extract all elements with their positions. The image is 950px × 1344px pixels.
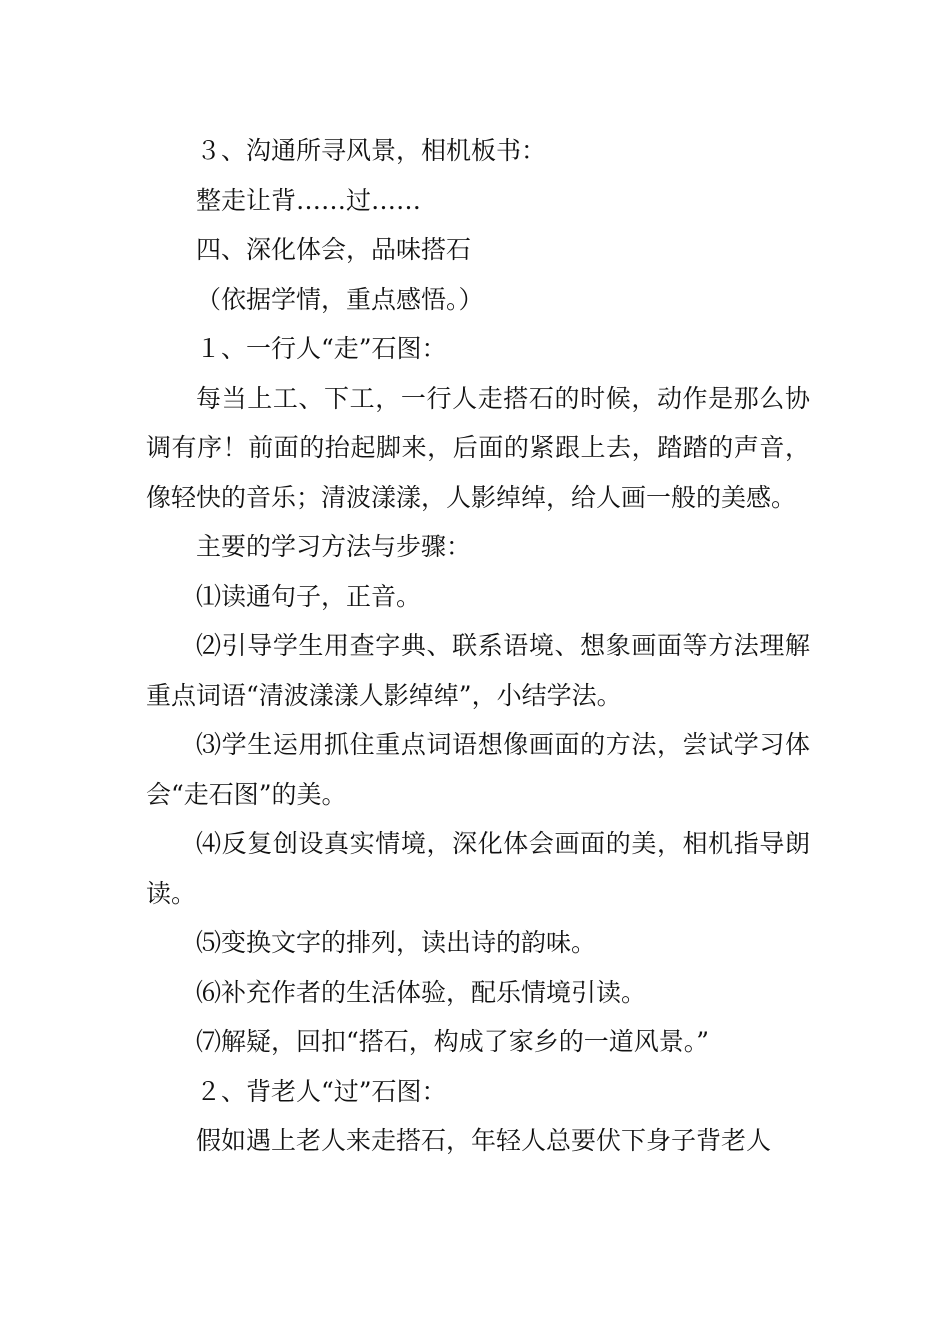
- paragraph-step-1: ⑴读通句子，正音。: [196, 581, 422, 611]
- paragraph-step-3: ⑶学生运用抓住重点词语想像画面的方法，尝试学习体会“走石图”的美。: [146, 730, 810, 809]
- document-body: [146, 126, 810, 1166]
- paragraph-step-5: ⑸变换文字的排列，读出诗的韵味。: [196, 928, 597, 957]
- paragraph-step-7: ⑺解疑，回扣“搭石，构成了家乡的一道风景。”: [196, 1027, 710, 1056]
- paragraph-step-4: ⑷反复创设真实情境，深化体会画面的美，相机指导朗读。: [146, 829, 810, 908]
- paragraph-passage-walk: 每当上工、下工，一行人走搭石的时候，动作是那么协调有序！前面的抬起脚来，后面的紧跟上去，踏踏的声音，像轻快的音乐；清波漾漾，人影绰绰，给人画一般的美感。: [146, 383, 810, 512]
- paragraph-step-6: ⑹补充作者的生活体验，配乐情境引读。: [196, 977, 647, 1007]
- paragraph-section-3: ３、沟通所寻风景，相机板书：: [196, 136, 547, 165]
- paragraph-board-writing: 整走让背……过……: [196, 185, 422, 215]
- paragraph-heading-4: 四、深化体会，品味搭石: [196, 235, 472, 264]
- paragraph-methods-title: 主要的学习方法与步骤：: [196, 532, 472, 561]
- paragraph-note: （依据学情，重点感悟。）: [196, 284, 484, 314]
- paragraph-passage-carry: 假如遇上老人来走搭石，年轻人总要伏下身子背老人: [196, 1126, 772, 1155]
- paragraph-subheading-2: ２、背老人“过”石图：: [196, 1076, 447, 1106]
- paragraph-step-2: ⑵引导学生用查字典、联系语境、想象画面等方法理解重点词语“清波漾漾人影绰绰”，小结学法。: [146, 631, 810, 710]
- paragraph-subheading-1: １、一行人“走”石图：: [196, 334, 447, 363]
